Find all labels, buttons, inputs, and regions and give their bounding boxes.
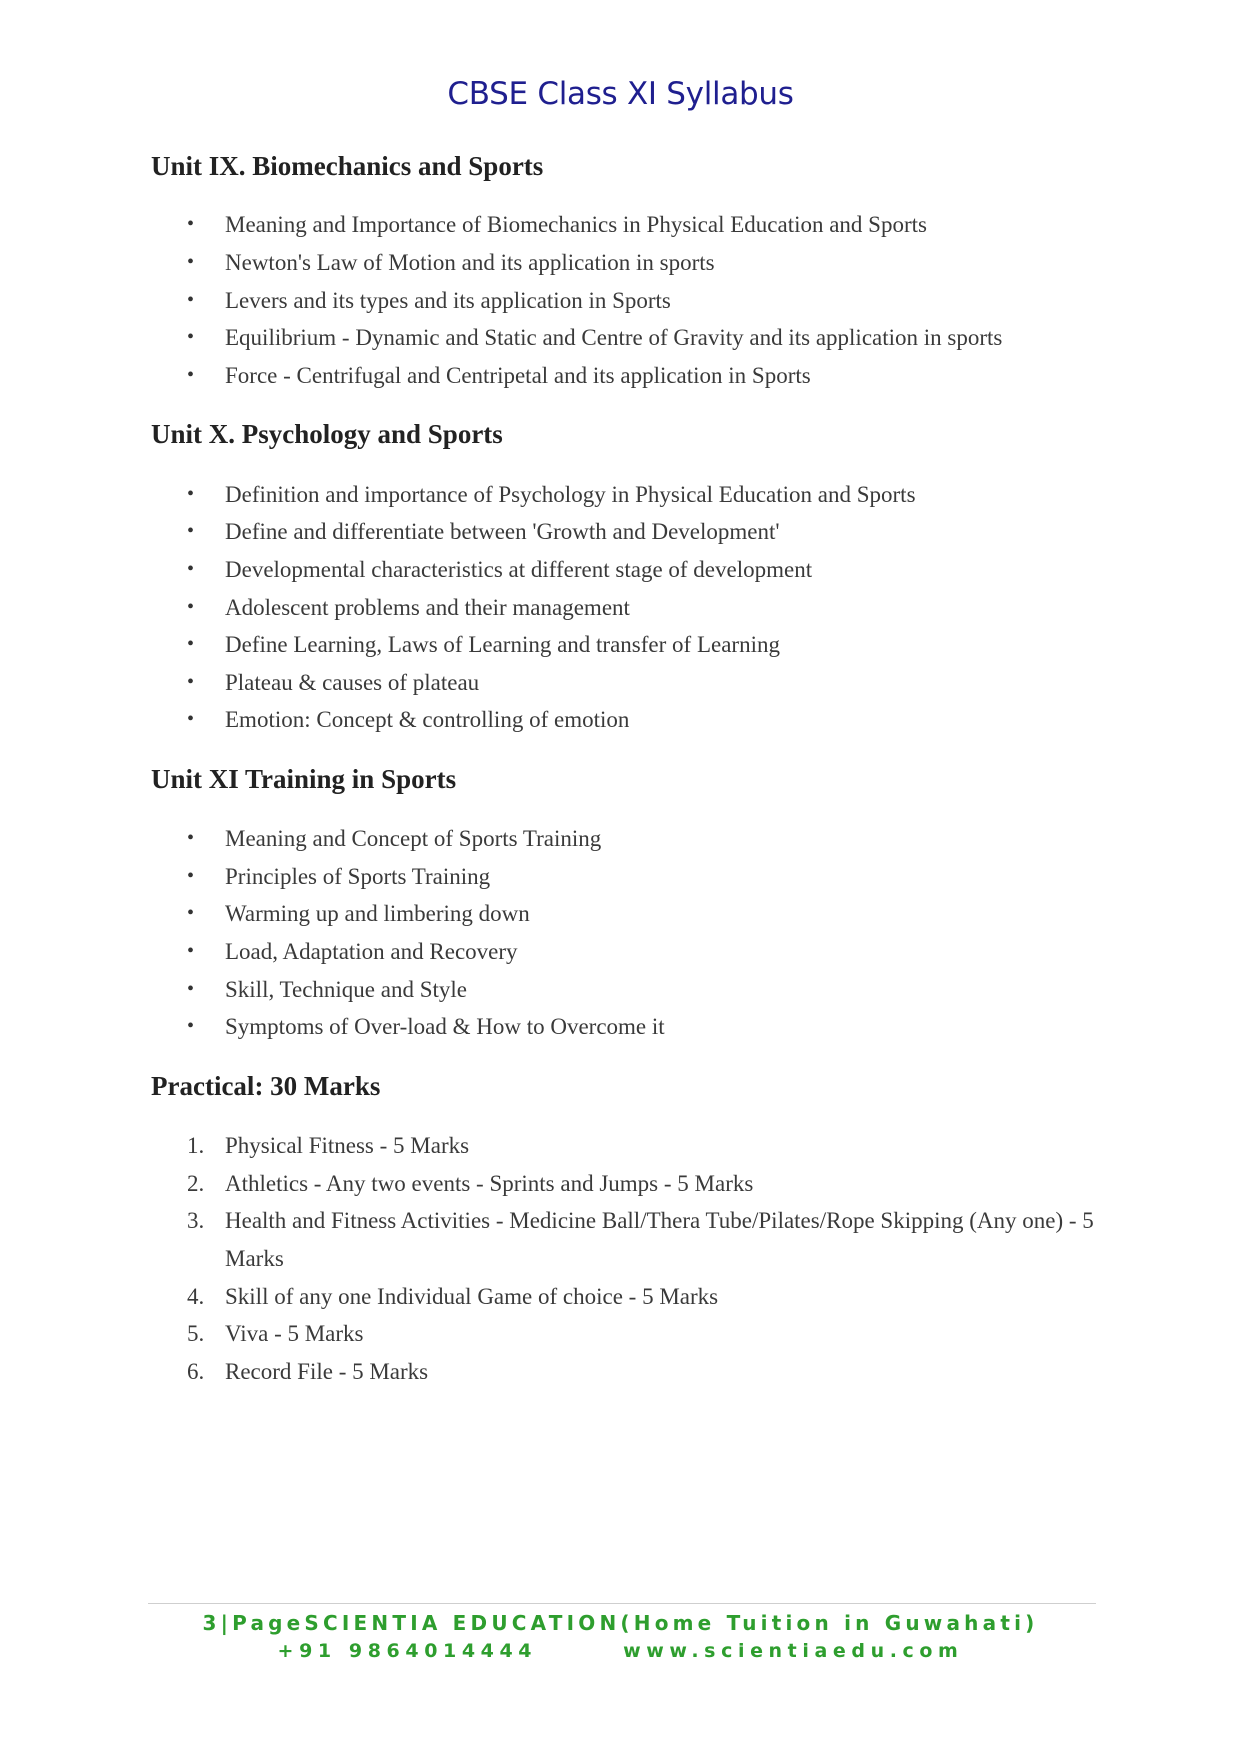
section-heading-unit-ix: Unit IX. Biomechanics and Sports xyxy=(151,151,544,181)
numbered-item xyxy=(151,1202,1101,1277)
section-heading-unit-xi: Unit XI Training in Sports xyxy=(151,763,457,794)
item-number: 6. xyxy=(187,1358,205,1384)
list-item: • Equilibrium - Dynamic and Static and Centre of Gravity and its application in sports xyxy=(151,319,1101,357)
item-text: Viva - 5 Marks xyxy=(225,1321,364,1347)
item-text: Health and Fitness Activities - Medicine Ball/Thera Tube/Pilates/Rope Skipping (Any one) - 5 Marks xyxy=(225,1208,1094,1272)
unit-x-list xyxy=(151,476,1101,739)
unit-xi-list xyxy=(151,820,1101,1046)
list-item: • Force - Centrifugal and Centripetal and its application in Sports xyxy=(151,357,1101,395)
list-item: • Define Learning, Laws of Learning and transfer of Learning xyxy=(151,626,1101,664)
practical-list xyxy=(151,1127,1101,1390)
unit-ix-list xyxy=(151,206,1101,394)
list-item: • Plateau & causes of plateau xyxy=(151,664,1101,702)
item-number: 5. xyxy=(187,1321,205,1347)
list-item: • Levers and its types and its application in Sports xyxy=(151,282,1101,320)
footer-divider xyxy=(148,1603,1096,1604)
list-item: • Meaning and Importance of Biomechanics in Physical Education and Sports xyxy=(151,206,1101,244)
section-heading-unit-x: Unit X. Psychology and Sports xyxy=(151,419,503,450)
item-text: Record File - 5 Marks xyxy=(225,1358,429,1384)
list-item: • Emotion: Concept & controlling of emotion xyxy=(151,701,1101,739)
numbered-item xyxy=(151,1315,1101,1353)
list-item: • Meaning and Concept of Sports Training xyxy=(151,820,1101,858)
footer-contact xyxy=(0,1640,1241,1662)
syllabus-content xyxy=(151,150,1101,1390)
numbered-item xyxy=(151,1127,1101,1165)
list-item: • Principles of Sports Training xyxy=(151,858,1101,896)
item-text: Skill of any one Individual Game of choice - 5 Marks xyxy=(225,1283,719,1309)
list-item: • Symptoms of Over-load & How to Overcome it xyxy=(151,1008,1101,1046)
footer-website: www.scientiaedu.com xyxy=(623,1640,964,1662)
section-heading-practical: Practical: 30 Marks xyxy=(151,1070,381,1101)
item-number: 4. xyxy=(187,1283,205,1309)
list-item: • Skill, Technique and Style xyxy=(151,971,1101,1009)
list-item: • Newton's Law of Motion and its application in sports xyxy=(151,244,1101,282)
list-item: • Define and differentiate between 'Growth and Development' xyxy=(151,513,1101,551)
list-item: • Definition and importance of Psychology in Physical Education and Sports xyxy=(151,476,1101,514)
list-item: • Adolescent problems and their management xyxy=(151,589,1101,627)
item-text: Athletics - Any two events - Sprints and Jumps - 5 Marks xyxy=(225,1170,754,1196)
item-text: Physical Fitness - 5 Marks xyxy=(225,1133,470,1159)
numbered-item xyxy=(151,1353,1101,1391)
list-item: • Developmental characteristics at different stage of development xyxy=(151,551,1101,589)
list-item: • Load, Adaptation and Recovery xyxy=(151,933,1101,971)
numbered-item xyxy=(151,1278,1101,1316)
item-number: 2. xyxy=(187,1170,205,1196)
numbered-item xyxy=(151,1165,1101,1203)
page-title: CBSE Class XI Syllabus xyxy=(447,76,794,112)
footer-phone: +91 9864014444 xyxy=(277,1640,538,1662)
footer-page-and-brand: 3|PageSCIENTIA EDUCATION(Home Tuition in Guwahati) xyxy=(202,1611,1039,1635)
list-item: • Warming up and limbering down xyxy=(151,895,1101,933)
item-number: 3. xyxy=(187,1208,205,1234)
item-number: 1. xyxy=(187,1133,205,1159)
